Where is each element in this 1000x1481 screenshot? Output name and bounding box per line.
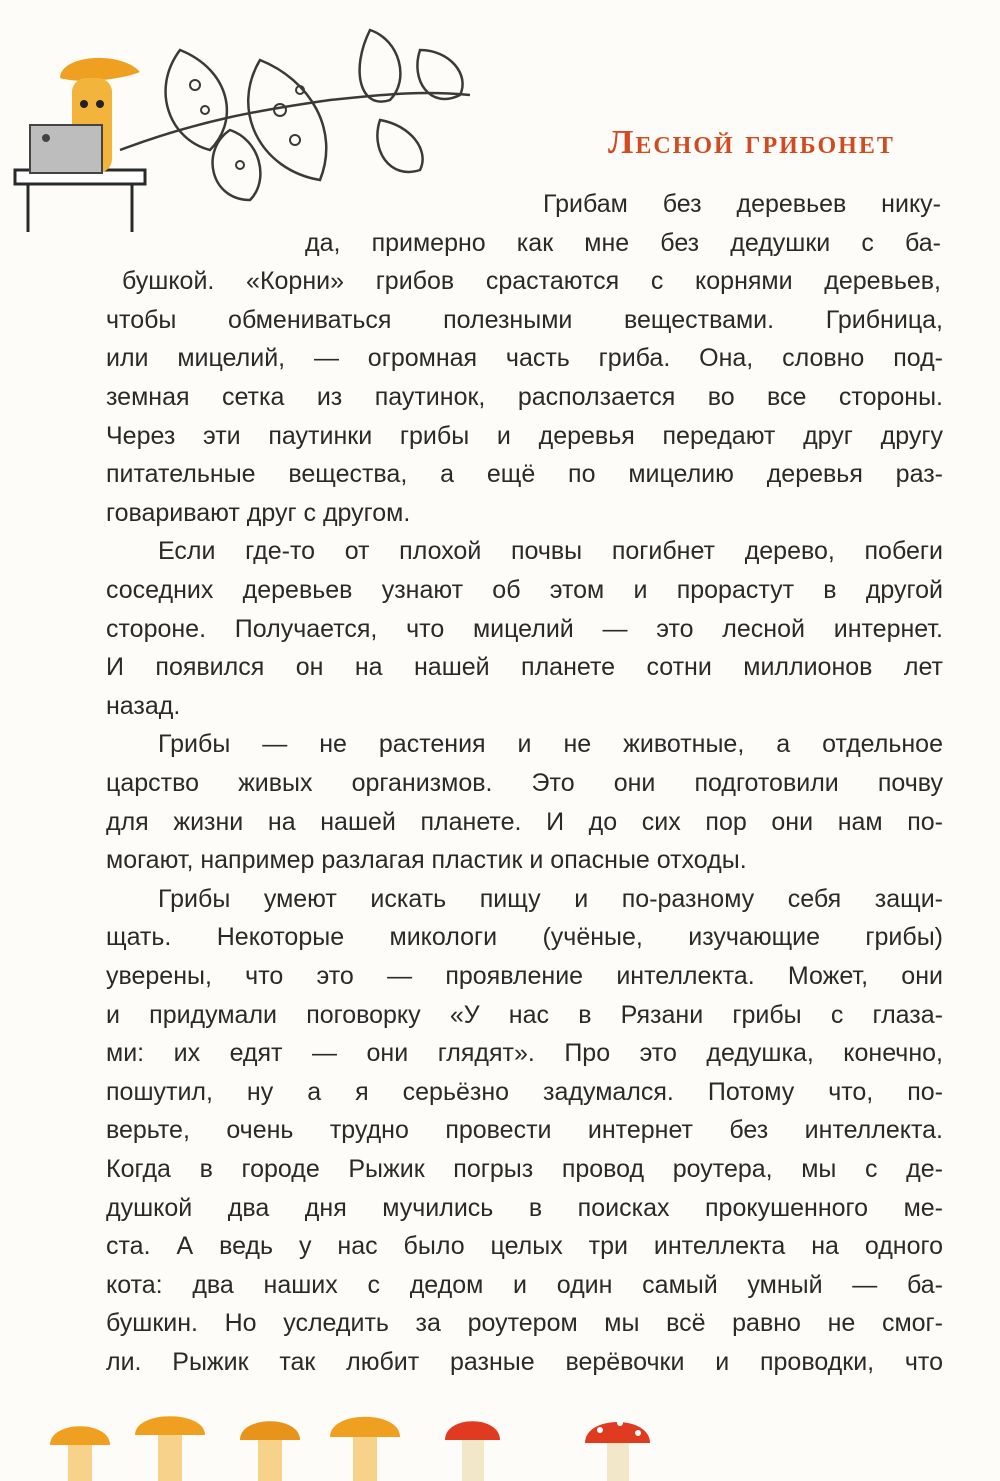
text-line: ли. Рыжик так любит разные верёвочки и проводки, что [106, 1348, 943, 1376]
mushroom-laptop-illustration [0, 0, 520, 240]
text-line: земная сетка из паутинок, расползается во все стороны. [106, 383, 943, 411]
text-line: Через эти паутинки грибы и деревья передают друг другу [106, 421, 943, 450]
text-line: ми: их едят — они глядят». Про это дедушка, конечно, [106, 1039, 943, 1068]
text-line: стороне. Получается, что мицелий — это лесной интернет. [106, 614, 943, 643]
text-line: царство живых организмов. Это они подготовили почву [106, 769, 943, 797]
text-line: щать. Некоторые микологи (учёные, изучающие грибы) [106, 923, 943, 952]
text-line: душкой два дня мучились в поисках прокушенного ме- [106, 1193, 943, 1222]
text-line: назад. [106, 691, 181, 720]
text-line: кота: два наших с дедом и один самый умный — ба- [106, 1270, 943, 1299]
text-line: пошутил, ну а я серьёзно задумался. Потому что, по- [106, 1077, 943, 1106]
text-line: ста. А ведь у нас было целых три интеллекта на одного [106, 1232, 943, 1261]
text-line: могают, например разлагая пластик и опасные отходы. [106, 846, 747, 875]
text-line: бушкин. Но уследить за роутером мы всё равно не смог- [106, 1309, 943, 1338]
text-line: И появился он на нашей планете сотни миллионов лет [106, 653, 943, 682]
text-line: чтобы обмениваться полезными веществами. Грибница, [106, 305, 943, 334]
text-line: Грибы — не растения и не животные, а отдельное [158, 730, 943, 759]
text-line: да, примерно как мне без дедушки с ба- [305, 228, 941, 257]
page-title: Лесной грибонет [608, 124, 895, 161]
text-line: соседних деревьев узнают об этом и прорастут в другой [106, 576, 943, 604]
desk [15, 170, 145, 232]
text-line: Грибам без деревьев нику- [543, 190, 941, 218]
laptop-icon [30, 125, 102, 173]
text-line: или мицелий, — огромная часть гриба. Она, словно под- [106, 344, 943, 373]
mushroom-figures [50, 1416, 650, 1481]
text-line: Если где-то от плохой почвы погибнет дерево, побеги [158, 537, 943, 566]
text-line: говаривают друг с другом. [106, 498, 411, 527]
text-line: и придумали поговорку «У нас в Рязани грибы с глаза- [106, 1000, 943, 1029]
text-line: для жизни на нашей планете. И до сих пор они нам по- [106, 807, 943, 836]
text-line: бушкой. «Корни» грибов срастаются с корнями деревьев, [122, 267, 941, 296]
leaf-spots [190, 80, 304, 169]
leaf-branch-sketch [120, 30, 470, 200]
text-line: верьте, очень трудно провести интернет без интеллекта. [106, 1116, 943, 1145]
text-line: питательные вещества, а ещё по мицелию деревья раз- [106, 460, 943, 489]
mushroom-parade-illustration [0, 1405, 1000, 1481]
text-line: уверены, что это — проявление интеллекта. Может, они [106, 962, 943, 990]
text-line: Когда в городе Рыжик погрыз провод роутера, мы с де- [106, 1155, 943, 1183]
text-line: Грибы умеют искать пищу и по-разному себя защи- [158, 884, 943, 913]
